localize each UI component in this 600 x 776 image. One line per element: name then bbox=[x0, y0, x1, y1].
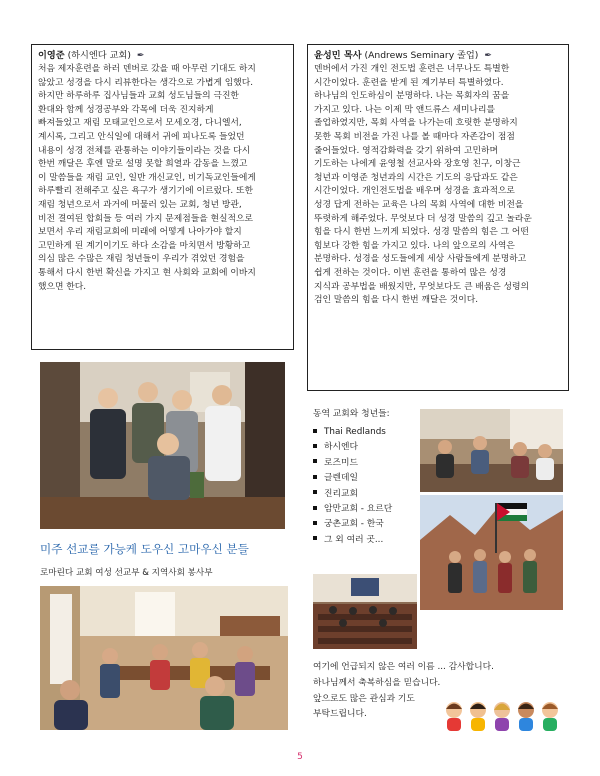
testimonial-line: 처음 제자훈련을 하러 덴버로 갔을 때 아무런 기대도 하지 bbox=[38, 64, 256, 74]
testimonial-line: 통해서 다시 한번 확신을 가지고 현 사회와 교회에 이바지 bbox=[38, 267, 256, 278]
testimonial-line: 않았고 성경을 다시 리뷰한다는 생각으로 가볍게 임했다. bbox=[38, 77, 254, 88]
author-affiliation: (하시엔다 교회) bbox=[67, 50, 131, 61]
church-list-item: 하시엔다 bbox=[313, 440, 418, 455]
testimonial-line: 빠져들었고 재림 모태교인으로서 모세오경, 다니엘서, bbox=[38, 118, 242, 129]
church-list-item: 글렌데일 bbox=[313, 471, 418, 486]
testimonial-line: 하지만 하루하루 집사님들과 교회 성도님들의 극진한 bbox=[38, 91, 239, 102]
church-interior-photo bbox=[313, 574, 417, 649]
testimonial-line: 이 말씀들을 재림 교인, 일반 개신교인, 비기독교인들에게 bbox=[38, 172, 256, 183]
pen-icon: ✒ bbox=[136, 51, 145, 61]
church-list-item: 그 외 여러 곳... bbox=[313, 533, 418, 548]
testimonial-line: 뚜렷하게 해주었다. 무엇보다 더 성경 말씀의 깊고 놀라운 bbox=[314, 213, 532, 224]
testimonial-line: 비전 결여된 합회들 등 여러 가지 문제점들을 현실적으로 bbox=[38, 213, 254, 224]
children-illustration bbox=[442, 700, 564, 732]
partner-churches bbox=[313, 408, 418, 548]
team-photo bbox=[40, 362, 285, 529]
thanks-line: 하나님께서 축복하심을 믿습니다. bbox=[313, 677, 441, 688]
testimonial-line: 쉽게 전하는 것이다. 이번 훈련을 통하여 많은 성경 bbox=[314, 267, 507, 278]
testimonial-box-right bbox=[307, 44, 569, 391]
testimonial-line: 의심 많은 수많은 재림 청년들이 우리가 겪었던 경험을 bbox=[38, 254, 245, 265]
church-list-item: 진리교회 bbox=[313, 487, 418, 502]
testimonial-line: 보면서 우리 재림교회에 미래에 어떻게 나아가야 할지 bbox=[38, 227, 242, 238]
testimonial-line: 검인 말씀의 힘을 다시 한번 깨달은 것이다. bbox=[314, 295, 479, 306]
testimonial-line: 내용이 성경 전체를 관통하는 이야기들이라는 것을 다시 bbox=[38, 145, 251, 156]
testimonial-header bbox=[314, 49, 562, 63]
testimonial-line: 분명하다. 성경을 성도들에게 세상 사람들에게 분명하고 bbox=[314, 254, 527, 265]
author-name: 윤성민 목사 bbox=[314, 50, 362, 61]
thanks-line: 앞으로도 많은 관심과 기도 bbox=[313, 693, 415, 704]
testimonial-line: 하루빨리 전해주고 싶은 욕구가 생기기에 이르렀다. 또한 bbox=[38, 186, 254, 197]
cafe-photo bbox=[420, 409, 563, 492]
church-list-item: 암만교회 - 요르단 bbox=[313, 502, 418, 517]
testimonial-line: 했으면 한다. bbox=[38, 281, 87, 292]
testimonial-line: 못한 목회 비전을 가진 나를 볼 때마다 자존감이 점점 bbox=[314, 131, 515, 142]
child-figure-1 bbox=[446, 702, 462, 731]
testimonial-line: 계시록, 그리고 안식일에 대해서 귀에 피나도록 들었던 bbox=[38, 131, 245, 142]
testimonial-line: 졸업하였지만, 목회 사역을 나가는데 흐릿한 분명하지 bbox=[314, 118, 518, 129]
testimonial-line: 성경 답게 전하는 교육은 나의 목회 사역에 대한 비전을 bbox=[314, 199, 524, 210]
testimonial-body bbox=[38, 63, 287, 294]
testimonial-line: 기도하는 나에게 윤영철 선교사와 장호영 친구, 이창근 bbox=[314, 159, 521, 170]
page-number: 5 bbox=[297, 752, 303, 762]
church-list-item: 로즈미드 bbox=[313, 456, 418, 471]
author-affiliation: (Andrews Seminary 졸업) bbox=[364, 50, 479, 61]
women-caption: 로마린다 교회 여성 선교부 & 지역사회 봉사부 bbox=[40, 568, 213, 578]
church-list-item: 궁촌교회 - 한국 bbox=[313, 517, 418, 532]
testimonial-line: 환대와 함께 성경공부와 각목에 더욱 진지하게 bbox=[38, 104, 214, 115]
testimonial-line: 힘보다 강한 힘을 가지고 있다. 나의 앞으로의 사역은 bbox=[314, 240, 515, 251]
jordan-photo bbox=[420, 495, 563, 610]
testimonial-line: 고민하게 된 계기이기도 하다 소감을 마치면서 방황하고 bbox=[38, 240, 251, 251]
pen-icon: ✒ bbox=[484, 51, 492, 61]
testimonial-line: 한번 깨달은 후엔 말로 설명 못할 희열과 감동을 느꼈고 bbox=[38, 159, 248, 170]
testimonial-header bbox=[38, 49, 287, 63]
women-group-photo bbox=[40, 586, 288, 730]
testimonial-line: 지식과 공부법을 배웠지만, 무엇보다도 큰 배움은 성령의 bbox=[314, 281, 530, 292]
testimonial-line: 덴버에서 가진 개인 전도법 훈련은 너무나도 특별한 bbox=[314, 64, 510, 74]
churches-heading: 동역 교회와 청년들: bbox=[313, 409, 390, 419]
testimonial-line: 시간이었다. 훈련을 받게 된 계기부터 특별하였다. bbox=[314, 77, 504, 88]
thanks-line: 부탁드립니다. bbox=[313, 709, 367, 720]
testimonial-line: 재림 청년으로서 과거에 머물러 있는 교회, 청년 방관, bbox=[38, 199, 242, 210]
testimonial-line: 시간이었다. 개인전도법을 배우며 성경을 효과적으로 bbox=[314, 186, 515, 197]
testimonial-line: 줄어들었다. 영적감화력을 갖기 위하여 고민하며 bbox=[314, 145, 498, 156]
author-name: 이영준 bbox=[38, 50, 65, 61]
testimonial-line: 힘을 다시 한번 느끼게 되었다. 성경 말씀의 힘은 그 어떤 bbox=[314, 227, 529, 238]
testimonial-line: 가지고 있다. 나는 이제 막 앤드류스 세미나리를 bbox=[314, 104, 496, 115]
testimonial-line: 청년과 이영준 청년과의 시간은 기도의 응답과도 같은 bbox=[314, 172, 518, 183]
testimonial-body bbox=[314, 63, 562, 308]
team-caption: 미주 선교를 가능케 도우신 고마우신 분들 bbox=[40, 542, 249, 556]
testimonial-line: 하나님의 인도하심이 분명하다. 나는 목회자의 꿈을 bbox=[314, 91, 510, 102]
church-list-item: Thai Redlands bbox=[313, 425, 418, 440]
testimonial-box-left bbox=[31, 44, 294, 350]
thanks-line: 여기에 언급되지 않은 여러 이름 ... 감사합니다. bbox=[313, 662, 494, 672]
church-list bbox=[313, 425, 418, 548]
